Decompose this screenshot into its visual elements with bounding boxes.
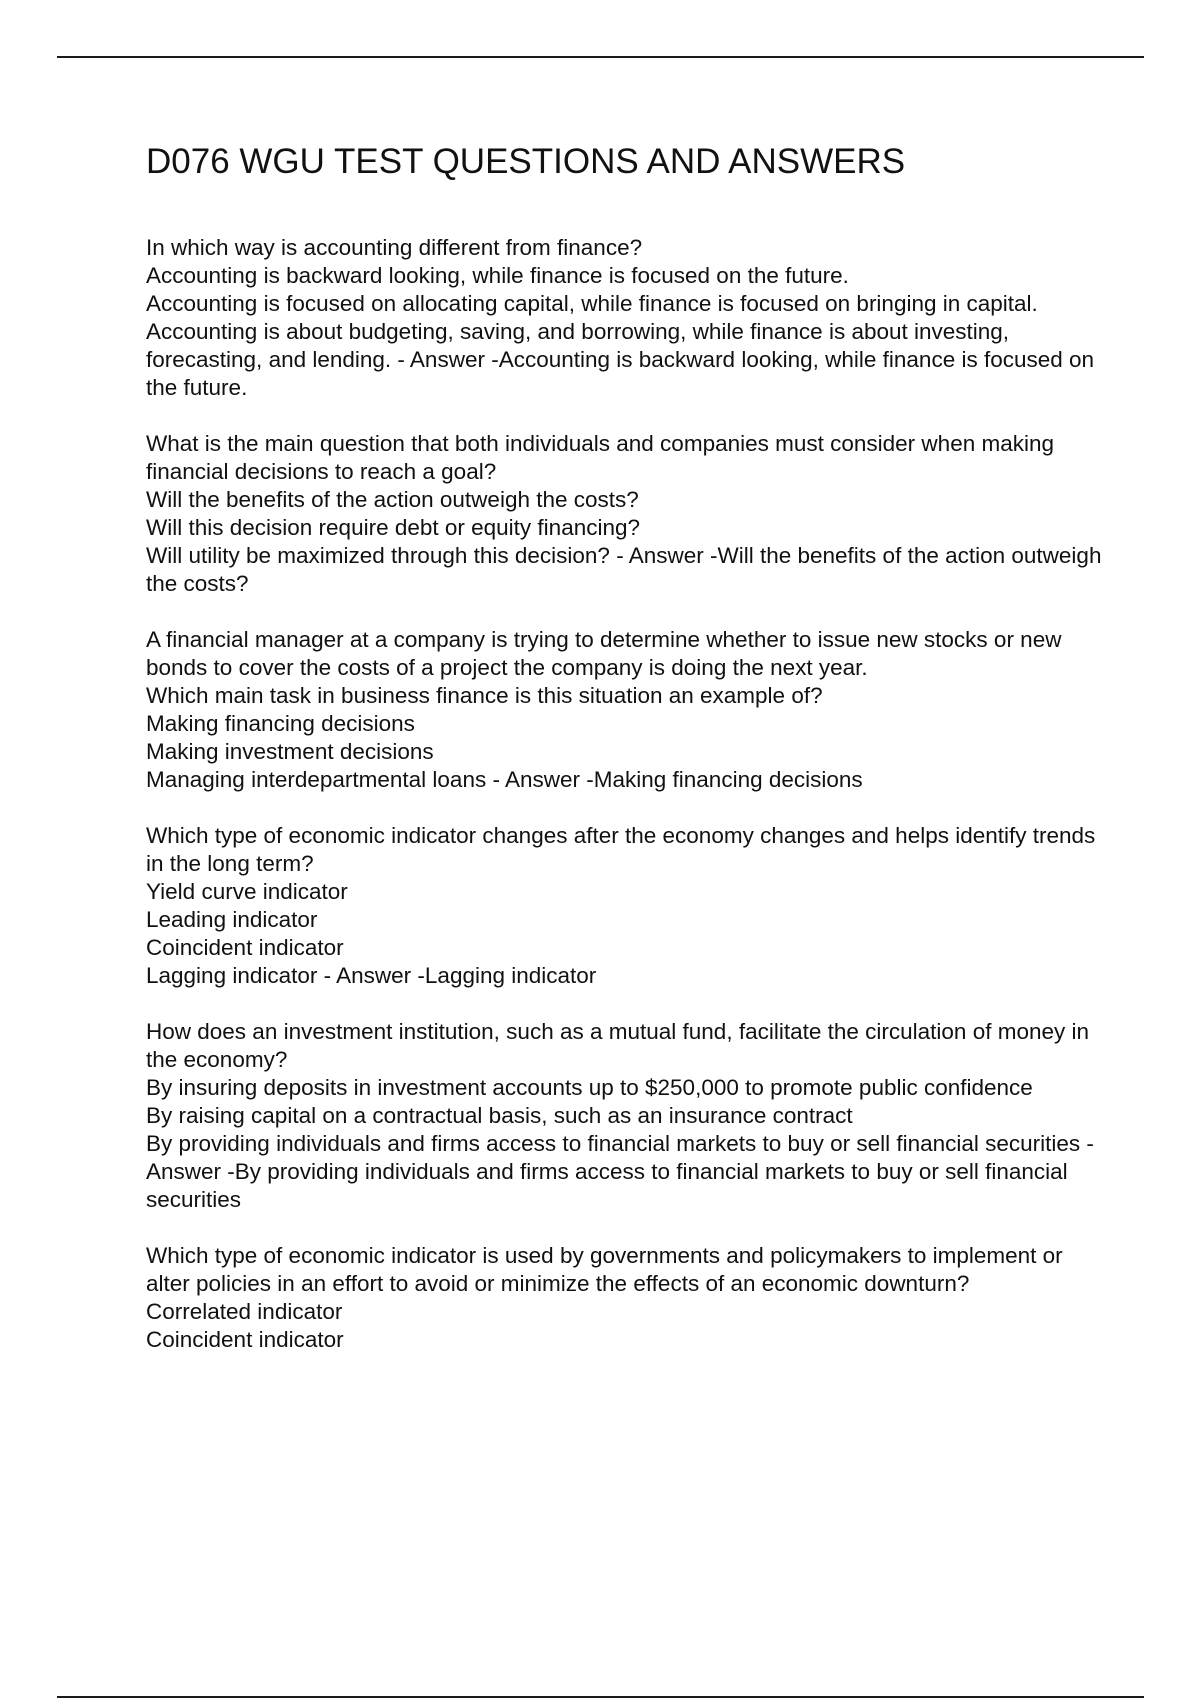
question-text: A financial manager at a company is trying to determine whether to issue new stocks or new bonds to cover the costs of a project the company is doing the next year. bbox=[146, 627, 1062, 680]
option-with-answer bbox=[146, 318, 1106, 402]
question-text: How does an investment institution, such as a mutual fund, facilitate the circulation of money in the economy? bbox=[146, 1019, 1090, 1072]
answer-prefix: - Answer - bbox=[317, 963, 425, 988]
option-text: Coincident indicator bbox=[146, 1327, 344, 1352]
option-text: Will this decision require debt or equity financing? bbox=[146, 515, 641, 540]
option-with-answer bbox=[146, 962, 1106, 990]
option-text: By raising capital on a contractual basis, such as an insurance contract bbox=[146, 1103, 853, 1128]
option-text: Accounting is about budgeting, saving, and borrowing, while finance is about investing, forecasting, and lending. bbox=[146, 319, 1010, 372]
answer-text: Accounting is backward looking, while finance is focused on the future. bbox=[146, 347, 1095, 400]
top-rule bbox=[57, 56, 1144, 58]
option-text: Will the benefits of the action outweigh the costs? bbox=[146, 487, 639, 512]
question-block-6 bbox=[146, 1242, 1106, 1354]
answer-prefix: - Answer - bbox=[486, 767, 594, 792]
option-text: Managing interdepartmental loans bbox=[146, 767, 487, 792]
question-text: Which type of economic indicator changes after the economy changes and helps identify trends in the long term? bbox=[146, 823, 1096, 876]
question-block-4 bbox=[146, 822, 1106, 990]
option-text: Will utility be maximized through this decision? bbox=[146, 543, 610, 568]
option-text: Accounting is backward looking, while finance is focused on the future. bbox=[146, 263, 849, 288]
question-block-2 bbox=[146, 430, 1106, 598]
document-body bbox=[146, 140, 1106, 1382]
option-text: By providing individuals and firms access to financial markets to buy or sell financial securities bbox=[146, 1131, 1081, 1156]
question-text-continued: Which main task in business finance is this situation an example of? bbox=[146, 683, 823, 708]
option-with-answer bbox=[146, 1130, 1106, 1214]
option-text: Making investment decisions bbox=[146, 739, 434, 764]
option-text: Yield curve indicator bbox=[146, 879, 348, 904]
option-text: Coincident indicator bbox=[146, 935, 344, 960]
question-text: Which type of economic indicator is used by governments and policymakers to implement or alter policies in an effort to avoid or minimize the effects of an economic downturn? bbox=[146, 1243, 1063, 1296]
option-text: Accounting is focused on allocating capital, while finance is focused on bringing in capital. bbox=[146, 291, 1038, 316]
question-block-5 bbox=[146, 1018, 1106, 1214]
answer-text: Making financing decisions bbox=[593, 767, 863, 792]
document-title: D076 WGU TEST QUESTIONS AND ANSWERS bbox=[146, 142, 906, 181]
answer-text: Will the benefits of the action outweigh the costs? bbox=[146, 543, 1102, 596]
option-text: Making financing decisions bbox=[146, 711, 415, 736]
question-block-3 bbox=[146, 626, 1106, 794]
option-text: By insuring deposits in investment accounts up to $250,000 to promote public confidence bbox=[146, 1075, 1033, 1100]
option-text: Leading indicator bbox=[146, 907, 318, 932]
question-block-1 bbox=[146, 234, 1106, 402]
option-text: Correlated indicator bbox=[146, 1299, 343, 1324]
question-text: In which way is accounting different from finance? bbox=[146, 235, 643, 260]
answer-text: Lagging indicator bbox=[424, 963, 597, 988]
option-with-answer bbox=[146, 766, 1106, 794]
bottom-rule bbox=[57, 1696, 1144, 1698]
answer-prefix: - Answer - bbox=[391, 347, 499, 372]
answer-prefix: - Answer - bbox=[146, 1131, 1094, 1184]
answer-prefix: - Answer - bbox=[609, 543, 718, 568]
question-text: What is the main question that both individuals and companies must consider when making financial decisions to reach a goal? bbox=[146, 431, 1054, 484]
answer-text: By providing individuals and firms access to financial markets to buy or sell financial securities bbox=[146, 1159, 1068, 1212]
option-with-answer bbox=[146, 542, 1106, 598]
option-text: Lagging indicator bbox=[146, 963, 318, 988]
